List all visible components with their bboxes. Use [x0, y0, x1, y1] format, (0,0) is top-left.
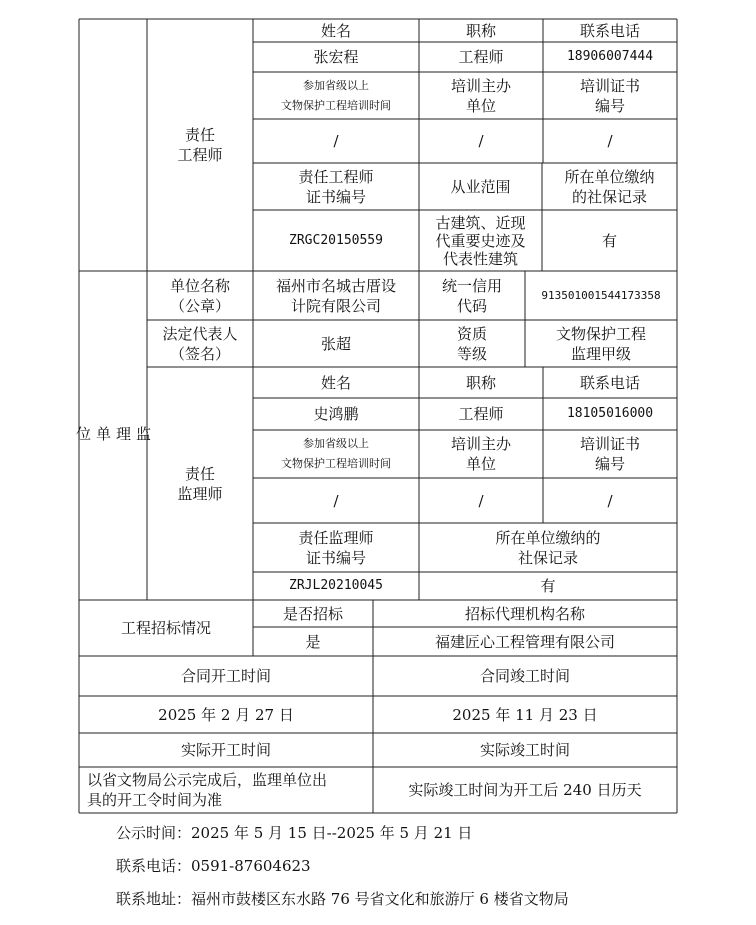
actual-end: 实际竣工时间为开工后 240 日历天	[408, 781, 642, 799]
supervisor-training-org-header: 培训主办 单位	[450, 435, 511, 473]
actual-start: 以省文物局公示完成后，监理单位出 具的开工令时间为准	[87, 771, 328, 809]
engineer-name: 张宏程	[313, 48, 359, 66]
contract-start-header: 合同开工时间	[180, 667, 271, 685]
supervisor-social: 有	[540, 577, 556, 595]
is-bid: 是	[305, 632, 321, 651]
supervisor-name-header: 姓名	[320, 373, 351, 392]
engineer-training-cert-header: 培训证书 编号	[579, 76, 640, 115]
credit-code-header: 统一信用 代码	[441, 276, 502, 315]
engineer-training-cert: /	[607, 132, 613, 150]
qualification: 文物保护工程 监理甲级	[555, 324, 646, 363]
supervisor-title: 工程师	[458, 405, 504, 423]
unit-name-header: 单位名称 （公章）	[169, 276, 230, 315]
actual-end-header: 实际竣工时间	[479, 741, 570, 759]
engineer-social-header: 所在单位缴纳 的社保记录	[564, 167, 655, 206]
supervisor-training-time-header: 参加省级以上 文物保护工程培训时间	[281, 437, 391, 470]
supervisor-phone-header: 联系电话	[579, 373, 640, 392]
supervisor-training-cert-header: 培训证书 编号	[579, 435, 640, 473]
engineer-scope: 古建筑、近现 代重要史迹及 代表性建筑	[435, 213, 526, 268]
supervisor-training-org: /	[478, 491, 484, 510]
engineer-cert-header: 责任工程师 证书编号	[298, 167, 374, 206]
supervisor-social-header: 所在单位缴纳的 社保记录	[495, 528, 601, 567]
engineer-title-header: 职称	[465, 21, 496, 40]
supervisor-title-header: 职称	[465, 373, 496, 392]
bid-agency-header: 招标代理机构名称	[464, 604, 585, 623]
supervisor-cert-header: 责任监理师 证书编号	[298, 528, 374, 567]
engineer-name-header: 姓名	[320, 21, 351, 40]
supervisor-phone: 18105016000	[566, 406, 654, 421]
bid-agency: 福建匠心工程管理有限公司	[434, 632, 615, 651]
bidding-label: 工程招标情况	[120, 619, 211, 637]
engineer-training-time-header: 参加省级以上 文物保护工程培训时间	[281, 78, 391, 112]
contact-address: 联系地址：福州市鼓楼区东水路 76 号省文化和旅游厅 6 楼省文物局	[116, 890, 569, 908]
engineer-phone-header: 联系电话	[579, 21, 640, 40]
qualification-header: 资质 等级	[456, 324, 487, 363]
legal-rep-header: 法定代表人 （签名）	[162, 324, 238, 363]
is-bid-header: 是否招标	[282, 604, 343, 623]
unit-name: 福州市名城古厝设 计院有限公司	[275, 276, 396, 315]
engineer-social: 有	[601, 231, 617, 250]
engineer-label: 责任 工程师	[177, 126, 223, 164]
engineer-training-org: /	[478, 132, 484, 150]
engineer-scope-header: 从业范围	[450, 177, 511, 196]
contract-end: 2025 年 11 月 23 日	[452, 705, 598, 724]
actual-start-header: 实际开工时间	[180, 741, 271, 759]
contract-start: 2025 年 2 月 27 日	[158, 705, 294, 724]
engineer-training-time: /	[333, 132, 339, 150]
supervisor-name: 史鸿鹏	[313, 405, 359, 423]
engineer-title: 工程师	[458, 48, 504, 66]
supervisor-cert-number: ZRJL20210045	[289, 578, 383, 593]
supervision-unit-label: 监 理 单 位	[74, 426, 152, 445]
contact-phone: 联系电话：0591-87604623	[116, 857, 311, 875]
credit-code: 913501001544173358	[541, 288, 661, 302]
engineer-cert-number: ZRGC20150559	[289, 232, 383, 248]
contract-end-header: 合同竣工时间	[479, 667, 570, 685]
engineer-training-org-header: 培训主办 单位	[450, 76, 511, 115]
engineer-phone: 18906007444	[566, 49, 654, 64]
supervisor-training-cert: /	[607, 491, 613, 510]
publicity-period: 公示时间：2025 年 5 月 15 日--2025 年 5 月 21 日	[116, 824, 473, 842]
supervisor-label: 责任 监理师	[177, 464, 223, 503]
legal-rep: 张超	[320, 334, 351, 353]
supervisor-training-time: /	[333, 491, 339, 510]
